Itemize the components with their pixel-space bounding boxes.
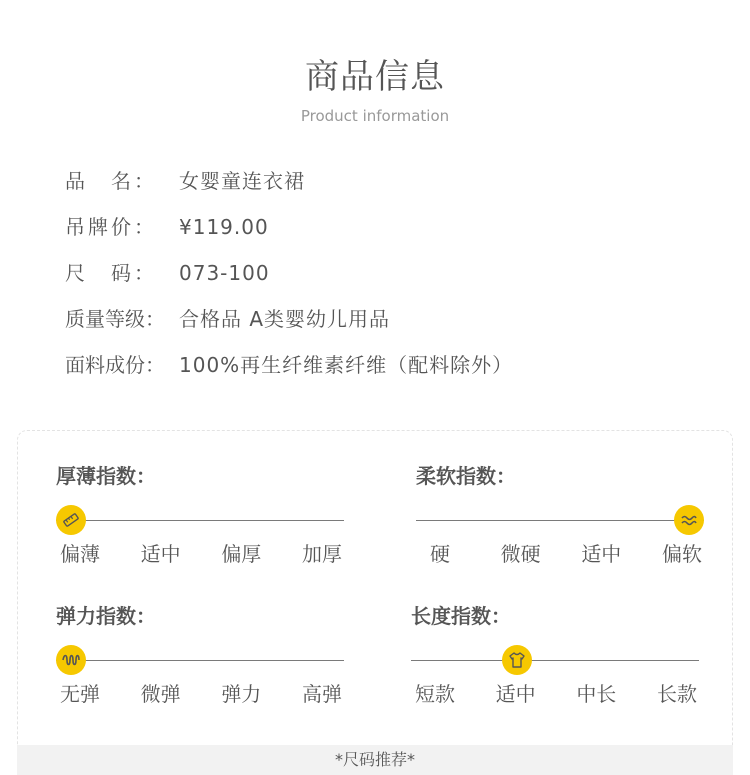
gauge-title: 柔软指数： xyxy=(416,464,516,488)
gauge-tick: 硬 xyxy=(430,542,450,566)
softness-gauge xyxy=(416,463,706,573)
gauge-track xyxy=(56,520,344,521)
info-row-fabric xyxy=(65,348,705,394)
gauge-title: 长度指数： xyxy=(411,604,511,628)
gauge-tick: 适中 xyxy=(495,682,536,706)
gauge-tick: 偏厚 xyxy=(221,542,262,566)
gauge-tick: 无弹 xyxy=(60,682,100,706)
gauge-tick: 短款 xyxy=(415,682,455,706)
length-gauge xyxy=(411,603,701,713)
info-label: 尺 码： xyxy=(65,261,157,285)
wave-icon xyxy=(674,505,704,535)
gauge-tick: 微硬 xyxy=(500,542,541,566)
info-value: 女婴童连衣裙 xyxy=(179,169,305,193)
gauge-title: 厚薄指数： xyxy=(56,464,156,488)
gauge-tick: 适中 xyxy=(140,542,181,566)
info-value: 073-100 xyxy=(179,261,270,285)
gauge-track xyxy=(411,660,699,661)
gauge-title: 弹力指数： xyxy=(56,604,156,628)
gauge-tick: 微弹 xyxy=(140,682,181,706)
info-row-size xyxy=(65,256,705,302)
info-value: 100%再生纤维素纤维（配料除外） xyxy=(179,353,514,377)
gauge-tick: 高弹 xyxy=(301,682,342,706)
info-value: ¥119.00 xyxy=(179,215,269,239)
info-label: 品 名： xyxy=(65,169,157,193)
thickness-gauge xyxy=(56,463,346,573)
index-panel xyxy=(17,430,733,775)
gauge-tick: 偏软 xyxy=(661,542,702,566)
info-row-name xyxy=(65,164,705,210)
gauge-track xyxy=(56,660,344,661)
ruler-icon xyxy=(56,505,86,535)
shirt-icon xyxy=(502,645,532,675)
size-recommend-bar[interactable]: *尺码推荐* xyxy=(17,745,733,775)
info-row-quality xyxy=(65,302,705,348)
spring-icon xyxy=(56,645,86,675)
gauge-tick: 中长 xyxy=(576,682,617,706)
info-row-price xyxy=(65,210,705,256)
product-info-list xyxy=(65,164,705,394)
gauge-tick: 弹力 xyxy=(221,682,262,706)
gauge-tick: 加厚 xyxy=(301,542,342,566)
info-value: 合格品 A类婴幼儿用品 xyxy=(179,307,391,331)
page-subtitle: Product information xyxy=(300,107,450,125)
elasticity-gauge xyxy=(56,603,346,713)
page-title: 商品信息 xyxy=(305,57,445,97)
gauge-track xyxy=(416,520,704,521)
gauge-tick: 长款 xyxy=(656,682,697,706)
info-label: 质量等级： xyxy=(65,307,165,331)
info-label: 面料成份： xyxy=(65,353,165,377)
info-label: 吊牌价： xyxy=(65,215,157,239)
gauge-tick: 偏薄 xyxy=(60,542,100,566)
gauge-tick: 适中 xyxy=(581,542,622,566)
